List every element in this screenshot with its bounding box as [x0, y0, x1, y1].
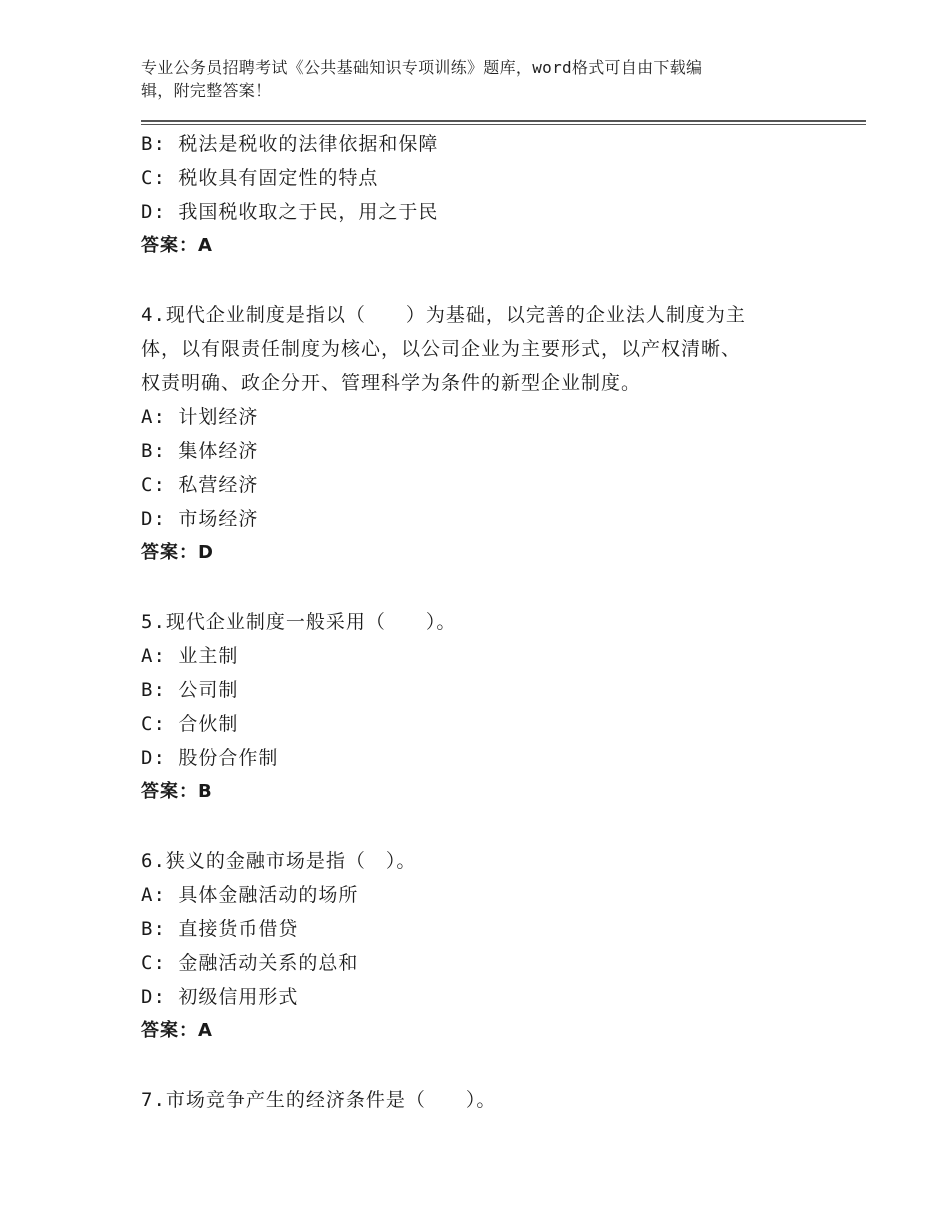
option-a: A: 计划经济: [141, 406, 259, 428]
header-line-2: 辑，附完整答案！: [141, 81, 272, 100]
option-a: A: 具体金融活动的场所: [141, 884, 359, 906]
question-stem-line: 权责明确、政企分开、管理科学为条件的新型企业制度。: [141, 372, 642, 394]
header-rule-thin: [141, 124, 866, 125]
option-a: A: 业主制: [141, 645, 239, 667]
answer-label: 答案：D: [141, 542, 214, 563]
option-c: C: 合伙制: [141, 713, 239, 735]
question-4: [141, 298, 841, 570]
spacer: [141, 263, 841, 298]
question-7: [141, 1083, 841, 1117]
question-stem-line: 4.现代企业制度是指以（ ）为基础，以完善的企业法人制度为主: [141, 304, 746, 326]
spacer: [141, 570, 841, 605]
spacer: [141, 809, 841, 844]
question-6: [141, 844, 841, 1048]
document-header: [141, 56, 801, 102]
header-rule-thick: [141, 120, 866, 122]
header-line-1: 专业公务员招聘考试《公共基础知识专项训练》题库，word格式可自由下载编: [141, 58, 703, 77]
spacer: [141, 1048, 841, 1083]
question-5: [141, 605, 841, 809]
question-stem-line: 体，以有限责任制度为核心，以公司企业为主要形式，以产权清晰、: [141, 338, 742, 360]
question-content: [141, 127, 841, 1117]
answer-label: 答案：A: [141, 1020, 213, 1041]
option-b: B: 公司制: [141, 679, 239, 701]
option-d: D: 初级信用形式: [141, 986, 299, 1008]
option-d: D: 股份合作制: [141, 747, 279, 769]
option-d: D: 市场经济: [141, 508, 259, 530]
question-stem-line: 6.狭义的金融市场是指（ ）。: [141, 850, 417, 872]
option-c: C: 私营经济: [141, 474, 259, 496]
option-b: B: 集体经济: [141, 440, 259, 462]
answer-label: 答案：B: [141, 781, 213, 802]
option-b: B: 直接货币借贷: [141, 918, 299, 940]
question-stem-line: 5.现代企业制度一般采用（ ）。: [141, 611, 457, 633]
option-c: C: 税收具有固定性的特点: [141, 167, 379, 189]
answer-label: 答案：A: [141, 235, 213, 256]
question-3: [141, 127, 841, 263]
option-d: D: 我国税收取之于民，用之于民: [141, 201, 439, 223]
question-stem-line: 7.市场竞争产生的经济条件是（ ）。: [141, 1089, 497, 1111]
option-c: C: 金融活动关系的总和: [141, 952, 359, 974]
option-b: B: 税法是税收的法律依据和保障: [141, 133, 439, 155]
